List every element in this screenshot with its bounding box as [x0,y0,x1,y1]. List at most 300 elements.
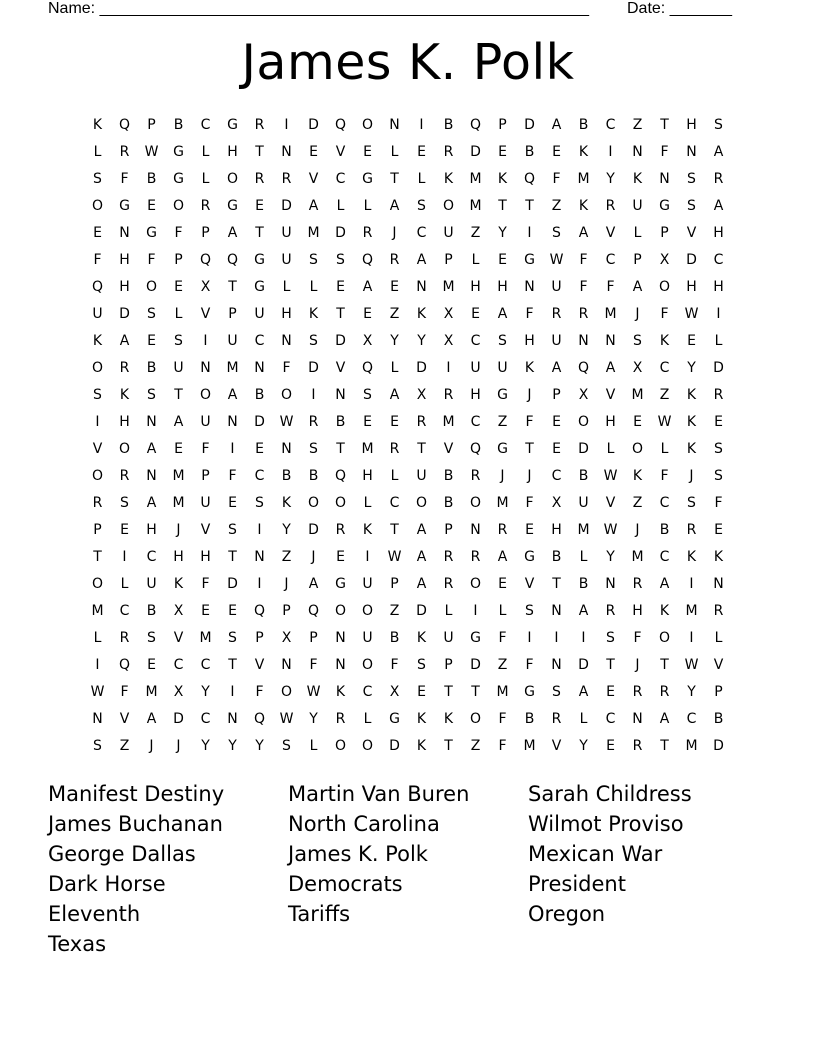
grid-letter[interactable]: S [228,522,237,538]
grid-letter[interactable]: H [281,306,292,322]
grid-letter[interactable]: N [281,333,292,349]
grid-letter[interactable]: Q [253,603,266,619]
grid-letter[interactable]: S [417,198,426,214]
grid-letter[interactable]: T [228,549,237,565]
grid-letter[interactable]: Y [498,225,507,241]
grid-letter[interactable]: R [632,684,643,700]
grid-letter[interactable]: I [284,117,289,133]
grid-letter[interactable]: Y [255,738,264,754]
grid-letter[interactable]: S [93,738,102,754]
grid-letter[interactable]: F [282,360,291,376]
grid-letter[interactable]: M [685,738,698,754]
grid-letter[interactable]: Q [118,657,131,673]
grid-letter[interactable]: L [579,711,588,727]
grid-letter[interactable]: T [255,225,264,241]
grid-letter[interactable]: V [686,225,697,241]
grid-letter[interactable]: N [254,360,265,376]
grid-letter[interactable]: Y [201,684,210,700]
grid-letter[interactable]: U [362,576,373,592]
grid-letter[interactable]: M [631,549,644,565]
grid-letter[interactable]: M [307,225,320,241]
grid-letter[interactable]: Q [334,468,347,484]
grid-letter[interactable]: A [713,144,724,160]
grid-letter[interactable]: N [335,387,346,403]
grid-letter[interactable]: F [579,279,588,295]
grid-letter[interactable]: A [416,576,427,592]
grid-letter[interactable]: O [469,495,482,511]
grid-letter[interactable]: I [95,657,100,673]
grid-letter[interactable]: A [659,576,670,592]
grid-letter[interactable]: T [471,684,480,700]
grid-letter[interactable]: L [417,171,426,187]
grid-letter[interactable]: T [660,738,669,754]
grid-letter[interactable]: S [174,333,183,349]
grid-letter[interactable]: E [498,252,507,268]
grid-letter[interactable]: I [446,360,451,376]
grid-letter[interactable]: R [443,144,454,160]
grid-letter[interactable]: Z [632,117,643,133]
grid-letter[interactable]: S [120,495,129,511]
grid-letter[interactable]: X [443,306,454,322]
grid-letter[interactable]: A [497,549,508,565]
grid-letter[interactable]: I [527,225,532,241]
grid-letter[interactable]: A [227,387,238,403]
grid-letter[interactable]: R [470,468,481,484]
grid-letter[interactable]: Z [659,387,670,403]
grid-letter[interactable]: V [92,441,103,457]
grid-letter[interactable]: H [686,117,697,133]
grid-letter[interactable]: S [93,387,102,403]
grid-letter[interactable]: F [525,657,534,673]
grid-letter[interactable]: I [257,576,262,592]
grid-letter[interactable]: F [660,144,669,160]
grid-letter[interactable]: M [361,441,374,457]
grid-letter[interactable]: W [387,549,402,565]
grid-letter[interactable]: E [228,495,237,511]
grid-letter[interactable]: W [603,522,618,538]
grid-letter[interactable]: I [581,630,586,646]
grid-letter[interactable]: N [416,279,427,295]
grid-letter[interactable]: S [714,441,723,457]
grid-letter[interactable]: O [469,711,482,727]
grid-letter[interactable]: U [200,495,211,511]
grid-letter[interactable]: F [120,171,129,187]
grid-letter[interactable]: J [149,738,154,754]
grid-letter[interactable]: I [311,387,316,403]
grid-letter[interactable]: A [605,360,616,376]
grid-letter[interactable]: U [362,630,373,646]
grid-letter[interactable]: R [389,441,400,457]
grid-letter[interactable]: C [173,657,184,673]
grid-letter[interactable]: M [469,198,482,214]
grid-letter[interactable]: F [606,279,615,295]
grid-letter[interactable]: H [686,279,697,295]
grid-letter[interactable]: P [633,252,642,268]
grid-letter[interactable]: T [660,117,669,133]
grid-letter[interactable]: K [362,522,373,538]
grid-letter[interactable]: W [684,657,699,673]
grid-letter[interactable]: M [91,603,104,619]
grid-letter[interactable]: P [228,306,237,322]
grid-letter[interactable]: V [119,711,130,727]
grid-letter[interactable]: U [551,279,562,295]
grid-letter[interactable]: F [714,495,723,511]
grid-letter[interactable]: U [416,468,427,484]
grid-letter[interactable]: N [200,360,211,376]
grid-letter[interactable]: N [551,657,562,673]
grid-letter[interactable]: O [199,387,212,403]
grid-letter[interactable]: K [281,495,292,511]
grid-letter[interactable]: S [525,603,534,619]
grid-letter[interactable]: I [473,603,478,619]
grid-letter[interactable]: A [551,360,562,376]
grid-letter[interactable]: R [389,252,400,268]
grid-letter[interactable]: E [336,279,345,295]
grid-letter[interactable]: K [92,117,103,133]
grid-letter[interactable]: U [443,225,454,241]
grid-letter[interactable]: B [146,171,157,187]
grid-letter[interactable]: E [471,306,480,322]
grid-letter[interactable]: Y [201,738,210,754]
grid-letter[interactable]: D [335,225,346,241]
grid-letter[interactable]: R [551,711,562,727]
grid-letter[interactable]: L [714,630,723,646]
grid-letter[interactable]: P [498,117,507,133]
grid-letter[interactable]: Q [199,252,212,268]
grid-letter[interactable]: I [689,630,694,646]
grid-letter[interactable]: C [254,468,265,484]
grid-letter[interactable]: J [176,738,181,754]
grid-letter[interactable]: N [389,117,400,133]
grid-letter[interactable]: N [605,333,616,349]
grid-letter[interactable]: C [659,360,670,376]
grid-letter[interactable]: S [552,684,561,700]
grid-letter[interactable]: R [605,198,616,214]
grid-letter[interactable]: Z [389,603,400,619]
grid-letter[interactable]: M [685,603,698,619]
grid-letter[interactable]: V [308,171,319,187]
grid-letter[interactable]: S [309,333,318,349]
grid-letter[interactable]: A [416,252,427,268]
grid-letter[interactable]: L [606,441,615,457]
grid-letter[interactable]: E [201,603,210,619]
grid-letter[interactable]: W [90,684,105,700]
grid-letter[interactable]: N [335,630,346,646]
grid-letter[interactable]: Q [523,171,536,187]
grid-letter[interactable]: K [578,198,589,214]
grid-letter[interactable]: E [687,333,696,349]
grid-letter[interactable]: O [334,603,347,619]
grid-letter[interactable]: K [659,333,670,349]
grid-letter[interactable]: L [390,360,399,376]
grid-letter[interactable]: S [336,252,345,268]
grid-letter[interactable]: P [93,522,102,538]
grid-letter[interactable]: N [659,171,670,187]
grid-letter[interactable]: Q [253,711,266,727]
grid-letter[interactable]: K [659,603,670,619]
grid-letter[interactable]: O [631,441,644,457]
grid-letter[interactable]: S [687,171,696,187]
grid-letter[interactable]: R [335,522,346,538]
grid-letter[interactable]: H [200,549,211,565]
grid-letter[interactable]: X [551,495,562,511]
grid-letter[interactable]: G [173,144,184,160]
grid-letter[interactable]: A [497,306,508,322]
grid-letter[interactable]: N [551,603,562,619]
grid-letter[interactable]: F [633,630,642,646]
grid-letter[interactable]: O [226,171,239,187]
grid-letter[interactable]: H [119,414,130,430]
grid-letter[interactable]: U [173,360,184,376]
grid-letter[interactable]: R [470,549,481,565]
grid-letter[interactable]: T [255,144,264,160]
grid-letter[interactable]: K [497,171,508,187]
grid-letter[interactable]: B [173,117,184,133]
grid-letter[interactable]: B [524,144,535,160]
grid-letter[interactable]: T [498,198,507,214]
grid-letter[interactable]: A [713,198,724,214]
grid-letter[interactable]: N [686,144,697,160]
grid-letter[interactable]: L [390,144,399,160]
grid-letter[interactable]: R [119,630,130,646]
grid-letter[interactable]: B [578,117,589,133]
grid-letter[interactable]: I [230,441,235,457]
grid-letter[interactable]: O [172,198,185,214]
grid-letter[interactable]: P [201,468,210,484]
grid-letter[interactable]: Q [577,360,590,376]
grid-letter[interactable]: G [254,279,265,295]
grid-letter[interactable]: J [392,225,397,241]
grid-letter[interactable]: A [146,711,157,727]
grid-letter[interactable]: W [603,468,618,484]
grid-letter[interactable]: Y [228,738,237,754]
grid-letter[interactable]: E [390,279,399,295]
grid-letter[interactable]: G [146,225,157,241]
grid-letter[interactable]: E [363,414,372,430]
grid-letter[interactable]: J [527,387,532,403]
grid-letter[interactable]: G [497,441,508,457]
grid-letter[interactable]: M [496,684,509,700]
grid-letter[interactable]: M [469,171,482,187]
grid-letter[interactable]: M [226,360,239,376]
grid-letter[interactable]: W [684,306,699,322]
grid-letter[interactable]: L [363,198,372,214]
grid-letter[interactable]: R [119,144,130,160]
grid-letter[interactable]: H [362,468,373,484]
grid-letter[interactable]: E [363,144,372,160]
grid-letter[interactable]: A [632,279,643,295]
grid-letter[interactable]: D [524,117,535,133]
grid-letter[interactable]: G [119,198,130,214]
grid-letter[interactable]: Y [309,711,318,727]
grid-letter[interactable]: M [442,414,455,430]
grid-letter[interactable]: B [335,414,346,430]
grid-letter[interactable]: U [497,360,508,376]
grid-letter[interactable]: V [605,495,616,511]
grid-letter[interactable]: O [334,495,347,511]
grid-letter[interactable]: L [660,441,669,457]
grid-letter[interactable]: T [390,522,399,538]
grid-letter[interactable]: B [443,468,454,484]
grid-letter[interactable]: P [390,576,399,592]
grid-letter[interactable]: G [524,549,535,565]
grid-letter[interactable]: A [578,225,589,241]
grid-letter[interactable]: R [578,306,589,322]
grid-letter[interactable]: H [524,333,535,349]
grid-letter[interactable]: E [336,549,345,565]
grid-letter[interactable]: L [444,603,453,619]
grid-letter[interactable]: L [579,549,588,565]
grid-letter[interactable]: N [470,522,481,538]
grid-letter[interactable]: A [389,198,400,214]
grid-letter[interactable]: O [469,576,482,592]
grid-letter[interactable]: G [659,198,670,214]
grid-letter[interactable]: M [577,522,590,538]
grid-letter[interactable]: A [578,684,589,700]
grid-letter[interactable]: H [713,225,724,241]
grid-letter[interactable]: R [551,306,562,322]
grid-letter[interactable]: G [524,252,535,268]
grid-letter[interactable]: U [227,333,238,349]
grid-letter[interactable]: D [713,360,724,376]
grid-letter[interactable]: D [713,738,724,754]
grid-letter[interactable]: E [498,576,507,592]
grid-letter[interactable]: K [416,630,427,646]
grid-letter[interactable]: O [415,495,428,511]
grid-letter[interactable]: S [228,630,237,646]
grid-letter[interactable]: M [172,495,185,511]
grid-letter[interactable]: E [633,414,642,430]
grid-letter[interactable]: R [254,117,265,133]
grid-letter[interactable]: E [606,738,615,754]
grid-letter[interactable]: R [200,198,211,214]
grid-letter[interactable]: W [657,414,672,430]
grid-letter[interactable]: A [551,117,562,133]
grid-letter[interactable]: Q [118,117,131,133]
grid-letter[interactable]: A [146,441,157,457]
grid-letter[interactable]: E [174,441,183,457]
grid-letter[interactable]: X [281,630,292,646]
grid-letter[interactable]: S [309,441,318,457]
grid-letter[interactable]: O [91,360,104,376]
grid-letter[interactable]: N [146,414,157,430]
grid-letter[interactable]: R [713,603,724,619]
grid-letter[interactable]: C [200,657,211,673]
grid-letter[interactable]: A [416,522,427,538]
grid-letter[interactable]: U [470,360,481,376]
grid-letter[interactable]: U [200,414,211,430]
grid-letter[interactable]: S [552,225,561,241]
grid-letter[interactable]: V [443,441,454,457]
grid-letter[interactable]: B [578,468,589,484]
grid-letter[interactable]: Y [417,333,426,349]
grid-letter[interactable]: W [144,144,159,160]
grid-letter[interactable]: D [335,333,346,349]
grid-letter[interactable]: S [147,630,156,646]
grid-letter[interactable]: C [551,468,562,484]
grid-letter[interactable]: I [230,684,235,700]
grid-letter[interactable]: T [417,441,426,457]
grid-letter[interactable]: A [146,495,157,511]
grid-letter[interactable]: O [361,657,374,673]
grid-letter[interactable]: T [525,441,534,457]
grid-letter[interactable]: J [635,522,640,538]
grid-letter[interactable]: K [686,414,697,430]
grid-letter[interactable]: P [444,252,453,268]
grid-letter[interactable]: C [470,414,481,430]
grid-letter[interactable]: R [632,576,643,592]
grid-letter[interactable]: A [416,549,427,565]
grid-letter[interactable]: E [174,279,183,295]
grid-letter[interactable]: P [147,117,156,133]
grid-letter[interactable]: X [632,360,643,376]
grid-letter[interactable]: A [173,414,184,430]
grid-letter[interactable]: L [336,198,345,214]
grid-letter[interactable]: U [281,252,292,268]
grid-letter[interactable]: R [497,522,508,538]
grid-letter[interactable]: V [335,144,346,160]
grid-letter[interactable]: P [255,630,264,646]
grid-letter[interactable]: I [365,549,370,565]
grid-letter[interactable]: L [471,252,480,268]
grid-letter[interactable]: E [552,441,561,457]
grid-letter[interactable]: D [308,522,319,538]
grid-letter[interactable]: F [255,684,264,700]
grid-letter[interactable]: K [713,549,724,565]
grid-letter[interactable]: M [523,738,536,754]
grid-letter[interactable]: Y [390,333,399,349]
grid-letter[interactable]: A [119,333,130,349]
grid-letter[interactable]: E [363,306,372,322]
grid-letter[interactable]: R [281,171,292,187]
grid-letter[interactable]: N [92,711,103,727]
grid-letter[interactable]: H [470,387,481,403]
grid-letter[interactable]: R [308,414,319,430]
grid-letter[interactable]: K [686,387,697,403]
grid-letter[interactable]: Y [687,360,696,376]
grid-letter[interactable]: T [93,549,102,565]
grid-letter[interactable]: K [443,711,454,727]
grid-letter[interactable]: I [608,144,613,160]
grid-letter[interactable]: S [714,117,723,133]
grid-letter[interactable]: O [361,738,374,754]
grid-letter[interactable]: G [227,117,238,133]
grid-letter[interactable]: E [147,198,156,214]
grid-letter[interactable]: B [254,387,265,403]
grid-letter[interactable]: O [91,468,104,484]
grid-letter[interactable]: N [524,279,535,295]
grid-letter[interactable]: B [146,360,157,376]
grid-letter[interactable]: J [689,468,694,484]
grid-letter[interactable]: B [551,549,562,565]
grid-letter[interactable]: L [93,144,102,160]
grid-letter[interactable]: B [281,468,292,484]
grid-letter[interactable]: C [605,711,616,727]
grid-letter[interactable]: B [443,117,454,133]
grid-letter[interactable]: J [527,468,532,484]
grid-letter[interactable]: I [95,414,100,430]
grid-letter[interactable]: O [91,198,104,214]
grid-letter[interactable]: Z [470,225,481,241]
grid-letter[interactable]: U [92,306,103,322]
grid-letter[interactable]: A [389,387,400,403]
grid-letter[interactable]: Z [470,738,481,754]
grid-letter[interactable]: M [442,279,455,295]
grid-letter[interactable]: H [551,522,562,538]
grid-letter[interactable]: E [228,603,237,619]
grid-letter[interactable]: I [689,576,694,592]
grid-letter[interactable]: F [228,468,237,484]
